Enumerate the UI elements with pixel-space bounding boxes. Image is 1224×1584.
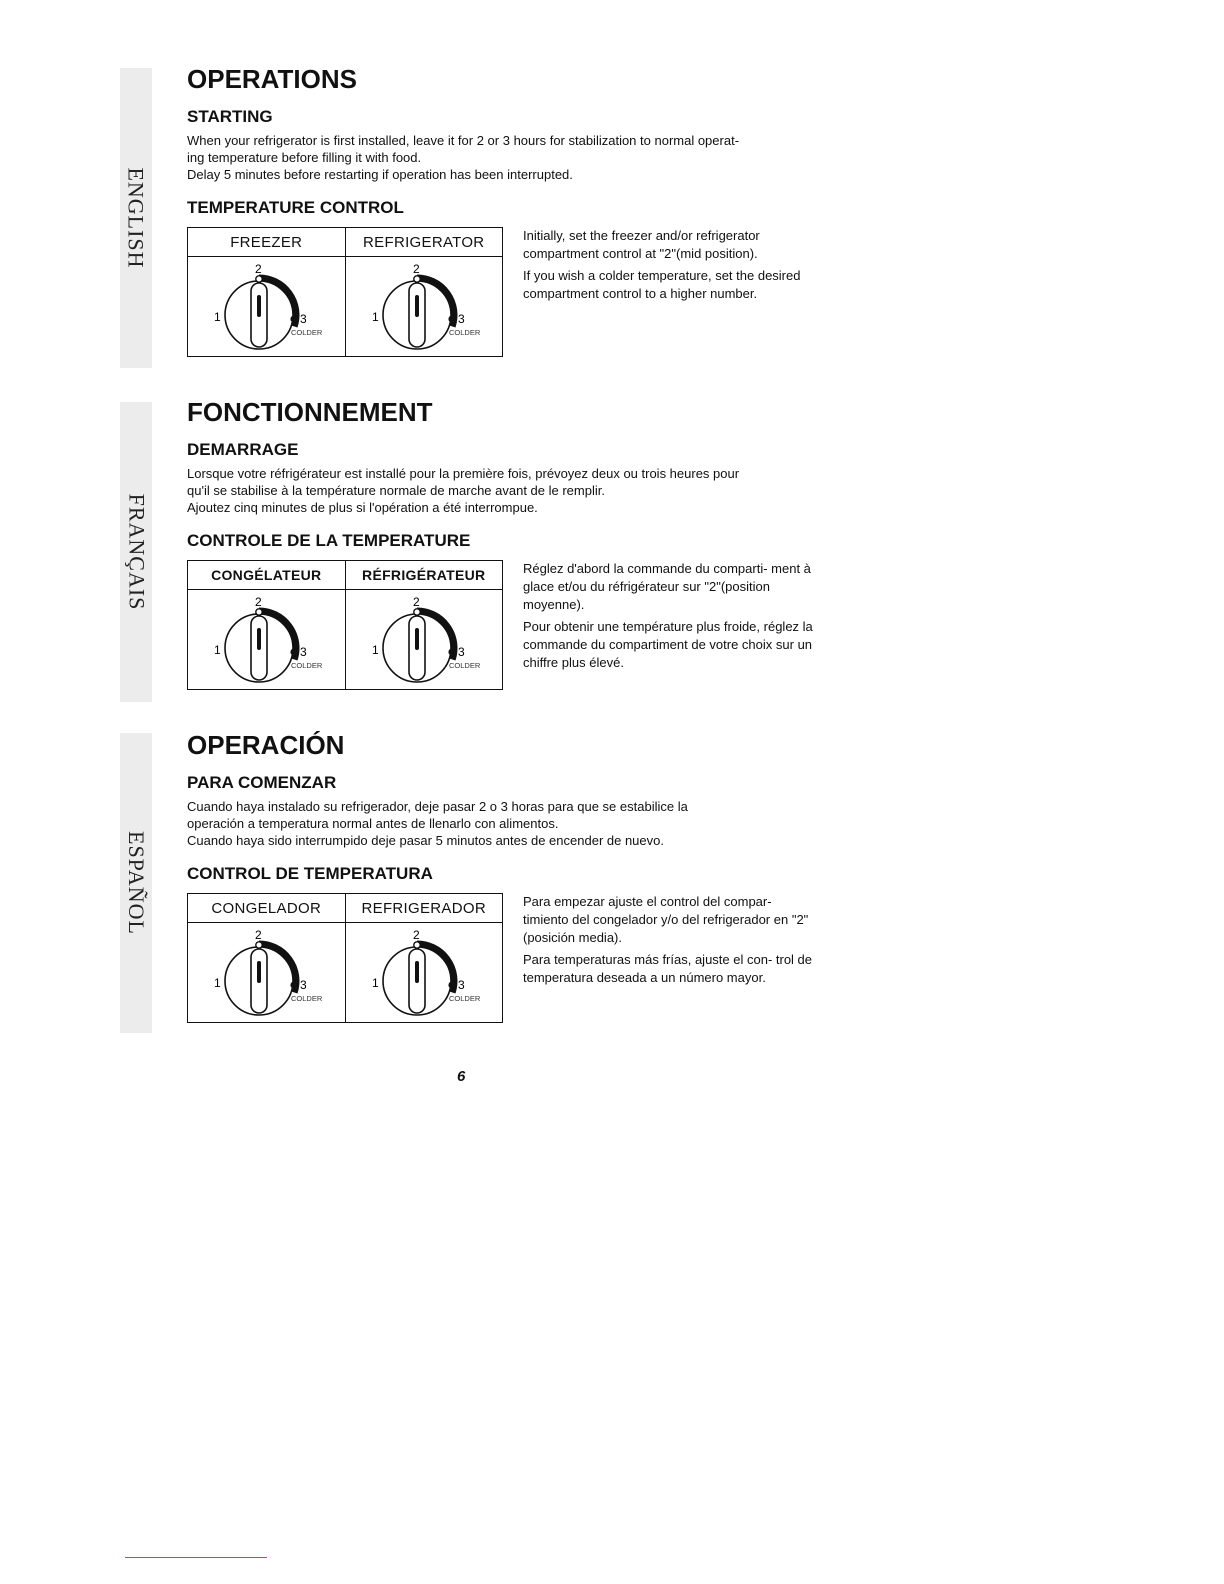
dial-label-3: 3	[457, 977, 465, 992]
control-heading: CONTROL DE TEMPERATURA	[187, 864, 433, 883]
control-dial-icon	[359, 927, 489, 1019]
control-cell-freezer	[188, 894, 345, 1022]
dial-label-2: 2	[255, 927, 262, 942]
dial-marker-3	[291, 648, 298, 655]
dial-marker-3	[448, 315, 455, 322]
dial-slot	[346, 257, 503, 356]
dial-marker-2	[414, 608, 420, 614]
dial-label-3: 3	[300, 977, 307, 992]
dial-pointer	[415, 961, 419, 983]
dial-label-1: 1	[214, 975, 221, 990]
dial-slot	[188, 257, 345, 356]
dial-marker-3	[448, 648, 455, 655]
control-dial-icon	[201, 261, 331, 353]
dial-label-colder: COLDER	[291, 660, 323, 670]
control-paragraph: Pour obtenir une température plus froide, réglez la commande du compartiment de votre choix sur un chiffre plus élevé.	[523, 619, 813, 670]
dial-marker-2	[256, 941, 262, 947]
starting-line: Cuando haya instalado su refrigerador, deje pasar 2 o 3 horas para que se estabilice la	[187, 799, 688, 814]
section-title: FONCTIONNEMENT	[187, 397, 433, 427]
dial-pointer	[415, 295, 419, 317]
starting-line: Ajoutez cinq minutes de plus si l'opération a été interrompue.	[187, 500, 538, 515]
section-english	[187, 64, 827, 357]
dial-label-3: 3	[457, 644, 465, 659]
starting-line: Lorsque votre réfrigérateur est installé pour la première fois, prévoyez deux ou trois heures pour	[187, 466, 740, 481]
dial-label-3: 3	[300, 311, 307, 326]
section-title: OPERACIÓN	[187, 730, 345, 760]
control-row	[187, 227, 827, 357]
side-tab-label: FRANÇAIS	[124, 493, 149, 611]
starting-heading: PARA COMENZAR	[187, 773, 337, 792]
control-header: REFRIGERATOR	[346, 228, 503, 257]
control-table	[187, 893, 503, 1023]
control-paragraph: If you wish a colder temperature, set the desired compartment control to a higher number.	[523, 268, 801, 301]
dial-marker-2	[256, 608, 262, 614]
side-tab-label: ENGLISH	[124, 167, 150, 269]
side-tab-espanol	[120, 733, 152, 1033]
dial-label-1: 1	[214, 642, 221, 657]
dial-label-1: 1	[371, 975, 379, 990]
section-espanol	[187, 730, 827, 1023]
dial-slot	[346, 590, 503, 689]
control-description	[523, 560, 813, 690]
control-heading: TEMPERATURE CONTROL	[187, 198, 404, 217]
control-cell-freezer	[188, 561, 345, 689]
control-table	[187, 227, 503, 357]
control-dial-icon	[359, 261, 489, 353]
control-header: CONGELADOR	[188, 894, 345, 923]
control-row	[187, 893, 827, 1023]
dial-marker-2	[414, 275, 420, 281]
dial-label-1: 1	[371, 309, 379, 324]
control-cell-refrigerator	[345, 894, 503, 1022]
starting-line: ing temperature before filling it with food.	[187, 150, 422, 165]
control-description	[523, 893, 813, 1023]
dial-label-2: 2	[412, 261, 420, 276]
dial-label-colder: COLDER	[448, 660, 481, 670]
dial-label-colder: COLDER	[291, 993, 323, 1003]
control-dial-icon	[201, 594, 331, 686]
dial-marker-2	[256, 275, 262, 281]
control-description	[523, 227, 813, 357]
dial-label-colder: COLDER	[448, 327, 481, 337]
control-heading: CONTROLE DE LA TEMPERATURE	[187, 531, 471, 550]
control-paragraph: Initially, set the freezer and/or refrigerator compartment control at "2"(mid position).	[523, 228, 760, 261]
control-header: REFRIGERADOR	[346, 894, 503, 923]
dial-label-colder: COLDER	[448, 993, 481, 1003]
control-header: CONGÉLATEUR	[188, 561, 345, 590]
control-row	[187, 560, 827, 690]
control-dial-icon	[201, 927, 331, 1019]
dial-label-3: 3	[457, 311, 465, 326]
dial-label-1: 1	[371, 642, 379, 657]
dial-pointer	[257, 628, 261, 650]
dial-label-2: 2	[255, 261, 262, 276]
dial-pointer	[415, 628, 419, 650]
side-tab-francais	[120, 402, 152, 702]
dial-marker-3	[448, 981, 455, 988]
section-francais	[187, 397, 827, 690]
page-number: 6	[457, 1068, 466, 1085]
dial-marker-2	[414, 941, 420, 947]
section-title: OPERATIONS	[187, 64, 357, 94]
dial-label-2: 2	[412, 927, 420, 942]
dial-label-2: 2	[412, 594, 420, 609]
dial-label-2: 2	[255, 594, 262, 609]
control-cell-freezer	[188, 228, 345, 356]
control-paragraph: Réglez d'abord la commande du comparti- ment à glace et/ou du réfrigérateur sur "2"(position moyenne).	[523, 561, 811, 612]
dial-slot	[188, 590, 345, 689]
starting-line: When your refrigerator is first installed, leave it for 2 or 3 hours for stabilization to normal operat-	[187, 133, 740, 148]
starting-line: Delay 5 minutes before restarting if operation has been interrupted.	[187, 167, 573, 182]
footer-divider	[125, 1557, 267, 1558]
control-dial-icon	[359, 594, 489, 686]
side-tab-english	[120, 68, 152, 368]
dial-label-1: 1	[214, 309, 221, 324]
dial-marker-3	[291, 981, 298, 988]
starting-heading: DEMARRAGE	[187, 440, 299, 459]
dial-slot	[346, 923, 503, 1022]
starting-line: Cuando haya sido interrumpido deje pasar 5 minutos antes de encender de nuevo.	[187, 833, 664, 848]
starting-heading: STARTING	[187, 107, 273, 126]
dial-label-colder: COLDER	[291, 327, 323, 337]
control-paragraph: Para empezar ajuste el control del compar- timiento del congelador y/o del refrigerador en "2"(posición media).	[523, 894, 809, 945]
control-cell-refrigerator	[345, 228, 503, 356]
control-header: RÉFRIGÉRATEUR	[346, 561, 503, 590]
dial-slot	[188, 923, 345, 1022]
dial-label-3: 3	[300, 644, 307, 659]
side-tab-label: ESPAÑOL	[124, 831, 149, 935]
dial-marker-3	[291, 315, 298, 322]
control-table	[187, 560, 503, 690]
starting-line: operación a temperatura normal antes de llenarlo con alimentos.	[187, 816, 559, 831]
dial-pointer	[257, 961, 261, 983]
control-cell-refrigerator	[345, 561, 503, 689]
dial-pointer	[257, 295, 261, 317]
control-header: FREEZER	[188, 228, 345, 257]
starting-line: qu'il se stabilise à la température normale de marche avant de le remplir.	[187, 483, 605, 498]
control-paragraph: Para temperaturas más frías, ajuste el con- trol de temperatura deseada a un número mayor.	[523, 952, 813, 985]
